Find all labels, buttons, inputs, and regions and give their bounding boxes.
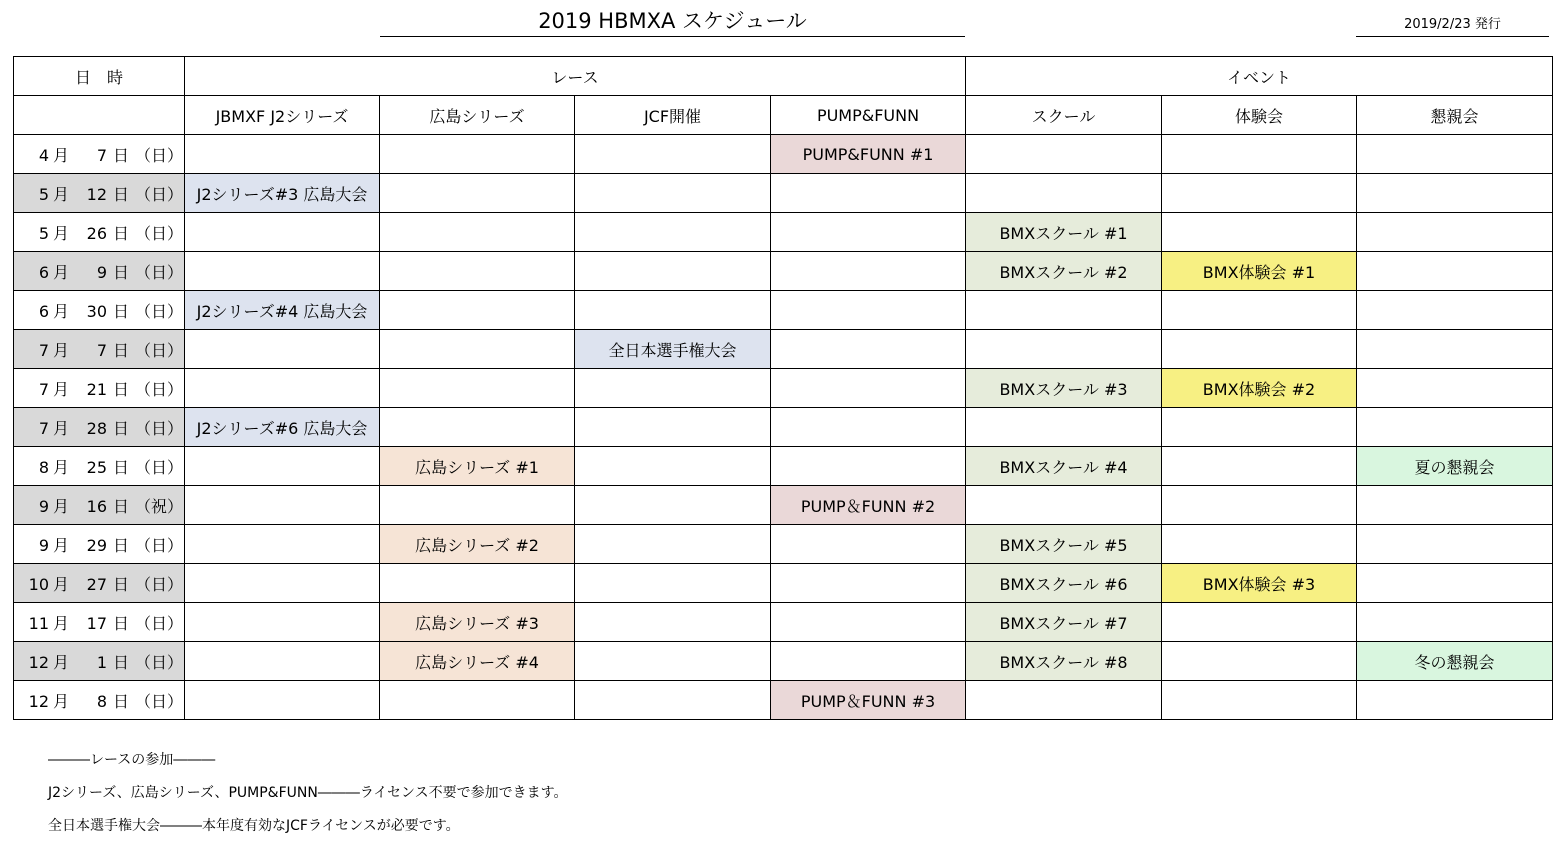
month-label: 月 — [52, 340, 69, 360]
cell-hiroshima-series — [380, 252, 575, 291]
month-number: 9 — [38, 496, 49, 516]
cell-school: BMXスクール #7 — [966, 603, 1162, 642]
date-cell — [14, 369, 185, 408]
cell-jcf — [575, 564, 771, 603]
cell-jcf — [575, 135, 771, 174]
cell-hiroshima-series: 広島シリーズ #1 — [380, 447, 575, 486]
day-label: 日 — [112, 301, 129, 321]
cell-party — [1357, 408, 1553, 447]
cell-pump-funn — [771, 603, 966, 642]
cell-school: BMXスクール #6 — [966, 564, 1162, 603]
day-number: 25 — [86, 457, 107, 477]
month-number: 6 — [38, 301, 49, 321]
cell-experience — [1162, 174, 1357, 213]
document-title: 2019 HBMXA スケジュール — [380, 6, 965, 37]
schedule-row — [14, 135, 1553, 174]
cell-pump-funn — [771, 174, 966, 213]
weekday: （日） — [135, 340, 184, 360]
weekday: （日） — [135, 418, 184, 438]
schedule-row — [14, 291, 1553, 330]
cell-school: BMXスクール #1 — [966, 213, 1162, 252]
date-cell — [14, 681, 185, 720]
header-hiroshima-series: 広島シリーズ — [380, 96, 575, 135]
cell-jcf — [575, 525, 771, 564]
cell-experience — [1162, 330, 1357, 369]
date-cell — [14, 447, 185, 486]
weekday: （日） — [135, 574, 184, 594]
date-cell — [14, 213, 185, 252]
month-label: 月 — [52, 262, 69, 282]
month-number: 7 — [38, 379, 49, 399]
day-number: 29 — [86, 535, 107, 555]
month-label: 月 — [52, 574, 69, 594]
date-cell — [14, 603, 185, 642]
month-label: 月 — [52, 496, 69, 516]
cell-experience — [1162, 291, 1357, 330]
day-label: 日 — [112, 262, 129, 282]
cell-j2-series — [185, 603, 380, 642]
month-number: 6 — [38, 262, 49, 282]
month-label: 月 — [52, 691, 69, 711]
cell-experience — [1162, 447, 1357, 486]
weekday: （日） — [135, 613, 184, 633]
schedule-row — [14, 681, 1553, 720]
month-label: 月 — [52, 652, 69, 672]
cell-pump-funn — [771, 564, 966, 603]
cell-party — [1357, 525, 1553, 564]
header-datetime: 日 時 — [14, 57, 185, 96]
month-number: 7 — [38, 340, 49, 360]
cell-pump-funn: PUMP＆FUNN #2 — [771, 486, 966, 525]
cell-j2-series — [185, 642, 380, 681]
cell-experience — [1162, 135, 1357, 174]
cell-party — [1357, 330, 1553, 369]
cell-j2-series — [185, 525, 380, 564]
cell-party — [1357, 135, 1553, 174]
cell-hiroshima-series — [380, 291, 575, 330]
cell-jcf: 全日本選手権大会 — [575, 330, 771, 369]
cell-j2-series — [185, 681, 380, 720]
day-number: 27 — [86, 574, 107, 594]
note-jcf-license: 全日本選手権大会―――本年度有効なJCFライセンスが必要です。 — [48, 818, 460, 834]
month-number: 4 — [38, 145, 49, 165]
day-label: 日 — [112, 691, 129, 711]
schedule-row — [14, 174, 1553, 213]
day-label: 日 — [112, 496, 129, 516]
header-j2-series: JBMXF J2シリーズ — [185, 96, 380, 135]
cell-pump-funn — [771, 525, 966, 564]
cell-j2-series: J2シリーズ#4 広島大会 — [185, 291, 380, 330]
month-number: 10 — [28, 574, 49, 594]
cell-school — [966, 408, 1162, 447]
cell-hiroshima-series — [380, 135, 575, 174]
day-label: 日 — [112, 535, 129, 555]
weekday: （日） — [135, 223, 184, 243]
cell-pump-funn — [771, 408, 966, 447]
day-number: 1 — [96, 652, 107, 672]
cell-jcf — [575, 291, 771, 330]
cell-school — [966, 291, 1162, 330]
month-label: 月 — [52, 145, 69, 165]
day-number: 21 — [86, 379, 107, 399]
day-number: 30 — [86, 301, 107, 321]
cell-j2-series — [185, 564, 380, 603]
cell-hiroshima-series: 広島シリーズ #3 — [380, 603, 575, 642]
header-row-groups — [14, 57, 1553, 96]
day-number: 9 — [96, 262, 107, 282]
schedule-row — [14, 252, 1553, 291]
weekday: （日） — [135, 691, 184, 711]
schedule-table — [13, 56, 1553, 720]
note-heading: ―――レースの参加――― — [48, 752, 216, 768]
cell-j2-series — [185, 135, 380, 174]
cell-jcf — [575, 642, 771, 681]
day-label: 日 — [112, 340, 129, 360]
cell-hiroshima-series — [380, 174, 575, 213]
cell-j2-series — [185, 330, 380, 369]
header-experience: 体験会 — [1162, 96, 1357, 135]
cell-hiroshima-series — [380, 369, 575, 408]
cell-pump-funn — [771, 369, 966, 408]
cell-experience — [1162, 408, 1357, 447]
day-label: 日 — [112, 223, 129, 243]
schedule-row — [14, 213, 1553, 252]
cell-hiroshima-series — [380, 486, 575, 525]
cell-school: BMXスクール #4 — [966, 447, 1162, 486]
cell-school: BMXスクール #3 — [966, 369, 1162, 408]
cell-hiroshima-series — [380, 408, 575, 447]
cell-school — [966, 135, 1162, 174]
month-number: 9 — [38, 535, 49, 555]
cell-party — [1357, 603, 1553, 642]
cell-jcf — [575, 174, 771, 213]
schedule-row — [14, 525, 1553, 564]
day-label: 日 — [112, 613, 129, 633]
cell-hiroshima-series: 広島シリーズ #4 — [380, 642, 575, 681]
day-number: 8 — [96, 691, 107, 711]
month-label: 月 — [52, 184, 69, 204]
cell-party — [1357, 252, 1553, 291]
date-cell — [14, 525, 185, 564]
cell-school: BMXスクール #2 — [966, 252, 1162, 291]
cell-hiroshima-series — [380, 564, 575, 603]
cell-jcf — [575, 681, 771, 720]
cell-pump-funn — [771, 213, 966, 252]
month-number: 7 — [38, 418, 49, 438]
header-party: 懇親会 — [1357, 96, 1553, 135]
weekday: （日） — [135, 184, 184, 204]
day-number: 17 — [86, 613, 107, 633]
cell-jcf — [575, 408, 771, 447]
weekday: （日） — [135, 457, 184, 477]
cell-hiroshima-series — [380, 330, 575, 369]
cell-hiroshima-series — [380, 213, 575, 252]
cell-experience — [1162, 681, 1357, 720]
day-number: 16 — [86, 496, 107, 516]
cell-school — [966, 330, 1162, 369]
month-label: 月 — [52, 301, 69, 321]
schedule-row — [14, 564, 1553, 603]
schedule-row — [14, 369, 1553, 408]
date-cell — [14, 642, 185, 681]
weekday: （日） — [135, 535, 184, 555]
cell-pump-funn — [771, 252, 966, 291]
cell-experience — [1162, 213, 1357, 252]
weekday: （日） — [135, 652, 184, 672]
cell-school: BMXスクール #8 — [966, 642, 1162, 681]
cell-pump-funn — [771, 330, 966, 369]
day-number: 28 — [86, 418, 107, 438]
day-label: 日 — [112, 574, 129, 594]
header-jcf: JCF開催 — [575, 96, 771, 135]
month-number: 5 — [38, 184, 49, 204]
cell-experience — [1162, 525, 1357, 564]
schedule-row — [14, 486, 1553, 525]
cell-pump-funn — [771, 291, 966, 330]
cell-jcf — [575, 252, 771, 291]
month-label: 月 — [52, 535, 69, 555]
cell-party: 冬の懇親会 — [1357, 642, 1553, 681]
weekday: （日） — [135, 301, 184, 321]
month-label: 月 — [52, 418, 69, 438]
cell-jcf — [575, 369, 771, 408]
cell-experience: BMX体験会 #1 — [1162, 252, 1357, 291]
weekday: （日） — [135, 145, 184, 165]
schedule-row — [14, 603, 1553, 642]
schedule-row — [14, 330, 1553, 369]
note-license-free: J2シリーズ、広島シリーズ、PUMP&FUNN―――ライセンス不要で参加できます。 — [48, 785, 568, 801]
date-cell — [14, 486, 185, 525]
cell-school: BMXスクール #5 — [966, 525, 1162, 564]
day-number: 26 — [86, 223, 107, 243]
weekday: （日） — [135, 379, 184, 399]
month-label: 月 — [52, 457, 69, 477]
cell-party — [1357, 369, 1553, 408]
cell-hiroshima-series: 広島シリーズ #2 — [380, 525, 575, 564]
cell-pump-funn: PUMP＆FUNN #3 — [771, 681, 966, 720]
month-label: 月 — [52, 223, 69, 243]
day-number: 7 — [96, 145, 107, 165]
cell-j2-series — [185, 213, 380, 252]
cell-party — [1357, 213, 1553, 252]
header-pump-funn: PUMP&FUNN — [771, 96, 966, 135]
cell-jcf — [575, 447, 771, 486]
header-school: スクール — [966, 96, 1162, 135]
month-number: 5 — [38, 223, 49, 243]
date-cell — [14, 252, 185, 291]
cell-school — [966, 681, 1162, 720]
month-number: 11 — [28, 613, 49, 633]
cell-party — [1357, 486, 1553, 525]
day-number: 7 — [96, 340, 107, 360]
header-row-columns — [14, 96, 1553, 135]
cell-experience: BMX体験会 #2 — [1162, 369, 1357, 408]
month-label: 月 — [52, 379, 69, 399]
header-empty — [14, 96, 185, 135]
weekday: （祝） — [135, 496, 184, 516]
date-cell — [14, 135, 185, 174]
cell-party — [1357, 564, 1553, 603]
cell-j2-series — [185, 447, 380, 486]
issue-date: 2019/2/23 発行 — [1356, 14, 1549, 37]
cell-party: 夏の懇親会 — [1357, 447, 1553, 486]
day-label: 日 — [112, 184, 129, 204]
month-number: 8 — [38, 457, 49, 477]
cell-j2-series — [185, 252, 380, 291]
date-cell — [14, 330, 185, 369]
month-label: 月 — [52, 613, 69, 633]
day-label: 日 — [112, 145, 129, 165]
cell-experience: BMX体験会 #3 — [1162, 564, 1357, 603]
cell-pump-funn — [771, 642, 966, 681]
cell-hiroshima-series — [380, 681, 575, 720]
cell-j2-series: J2シリーズ#3 広島大会 — [185, 174, 380, 213]
weekday: （日） — [135, 262, 184, 282]
day-label: 日 — [112, 379, 129, 399]
day-label: 日 — [112, 652, 129, 672]
date-cell — [14, 291, 185, 330]
cell-jcf — [575, 603, 771, 642]
date-cell — [14, 174, 185, 213]
cell-pump-funn: PUMP&FUNN #1 — [771, 135, 966, 174]
month-number: 12 — [28, 652, 49, 672]
cell-party — [1357, 291, 1553, 330]
date-cell — [14, 564, 185, 603]
cell-jcf — [575, 213, 771, 252]
cell-jcf — [575, 486, 771, 525]
schedule-row — [14, 447, 1553, 486]
cell-j2-series — [185, 369, 380, 408]
cell-experience — [1162, 642, 1357, 681]
header-race: レース — [185, 57, 966, 96]
cell-j2-series — [185, 486, 380, 525]
header-event: イベント — [966, 57, 1553, 96]
cell-party — [1357, 681, 1553, 720]
cell-experience — [1162, 603, 1357, 642]
day-label: 日 — [112, 457, 129, 477]
cell-j2-series: J2シリーズ#6 広島大会 — [185, 408, 380, 447]
date-cell — [14, 408, 185, 447]
month-number: 12 — [28, 691, 49, 711]
notes — [48, 744, 567, 843]
schedule-row — [14, 408, 1553, 447]
cell-pump-funn — [771, 447, 966, 486]
day-number: 12 — [86, 184, 107, 204]
cell-party — [1357, 174, 1553, 213]
cell-experience — [1162, 486, 1357, 525]
schedule-row — [14, 642, 1553, 681]
cell-school — [966, 174, 1162, 213]
cell-school — [966, 486, 1162, 525]
day-label: 日 — [112, 418, 129, 438]
